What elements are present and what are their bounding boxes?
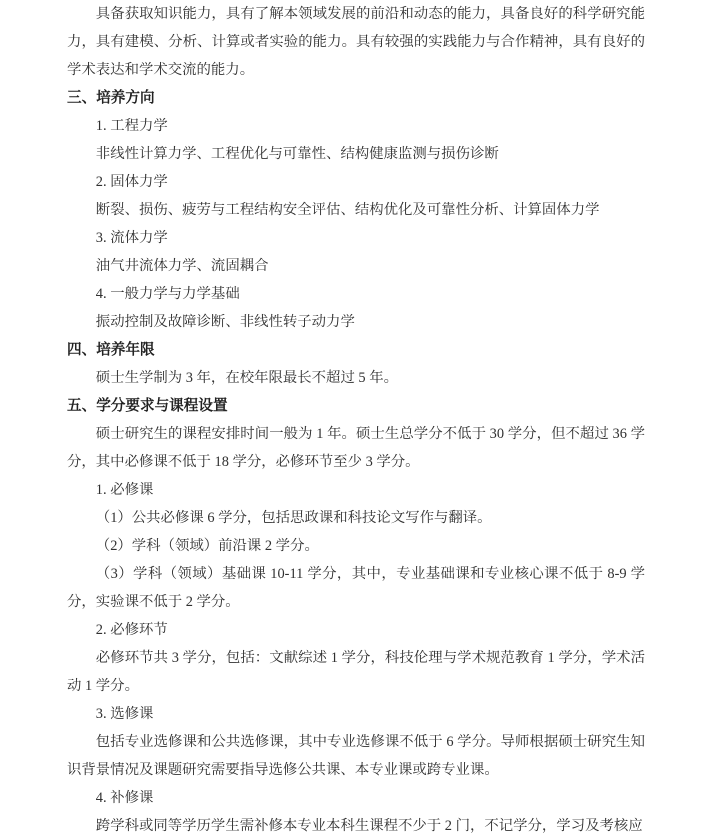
paragraph: 3. 流体力学 [95, 230, 168, 246]
paragraph: 非线性计算力学、工程优化与可靠性、结构健康监测与损伤诊断 [95, 146, 499, 162]
paragraph: 必修环节共 3 学分，包括：文献综述 1 学分，科技伦理与学术规范教育 1 学分，学术活动 1 学分。 [67, 650, 645, 694]
paragraph: （2）学科（领域）前沿课 2 学分。 [95, 538, 319, 554]
paragraph: 2. 固体力学 [95, 174, 168, 190]
paragraph: 4. 一般力学与力学基础 [95, 286, 240, 302]
paragraph: 1. 必修课 [95, 482, 154, 498]
paragraph: 断裂、损伤、疲劳与工程结构安全评估、结构优化及可靠性分析、计算固体力学 [95, 202, 600, 218]
paragraph: 跨学科或同等学历学生需补修本专业本科生课程不少于 2 门，不记学分，学习及考核应 [95, 818, 643, 834]
paragraph: 具备获取知识能力，具有了解本领域发展的前沿和动态的能力，具备良好的科学研究能力，具有建模、分析、计算或者实验的能力。具有较强的实践能力与合作精神，具有良好的学术表达和学术交流的能力。 [67, 6, 645, 78]
paragraph: 硕士研究生的课程安排时间一般为 1 年。硕士生总学分不低于 30 学分，但不超过 36 学分，其中必修课不低于 18 学分，必修环节至少 3 学分。 [67, 426, 645, 470]
section-heading: 五、学分要求与课程设置 [67, 398, 228, 414]
paragraph: 4. 补修课 [95, 790, 154, 806]
paragraph: （1）公共必修课 6 学分，包括思政课和科技论文写作与翻译。 [95, 510, 492, 526]
paragraph: 包括专业选修课和公共选修课，其中专业选修课不低于 6 学分。导师根据硕士研究生知识背景情况及课题研究需要指导选修公共课、本专业课或跨专业课。 [67, 734, 645, 778]
paragraph: 3. 选修课 [95, 706, 154, 722]
paragraph: 振动控制及故障诊断、非线性转子动力学 [95, 314, 355, 330]
paragraph: （3）学科（领域）基础课 10-11 学分，其中，专业基础课和专业核心课不低于 8-9 学分，实验课不低于 2 学分。 [67, 566, 645, 610]
paragraph: 2. 必修环节 [95, 622, 168, 638]
paragraph: 油气井流体力学、流固耦合 [95, 258, 269, 274]
paragraph: 1. 工程力学 [95, 118, 168, 134]
paragraph: 硕士生学制为 3 年，在校年限最长不超过 5 年。 [95, 370, 399, 386]
section-heading: 三、培养方向 [67, 90, 155, 106]
section-heading: 四、培养年限 [67, 342, 155, 358]
